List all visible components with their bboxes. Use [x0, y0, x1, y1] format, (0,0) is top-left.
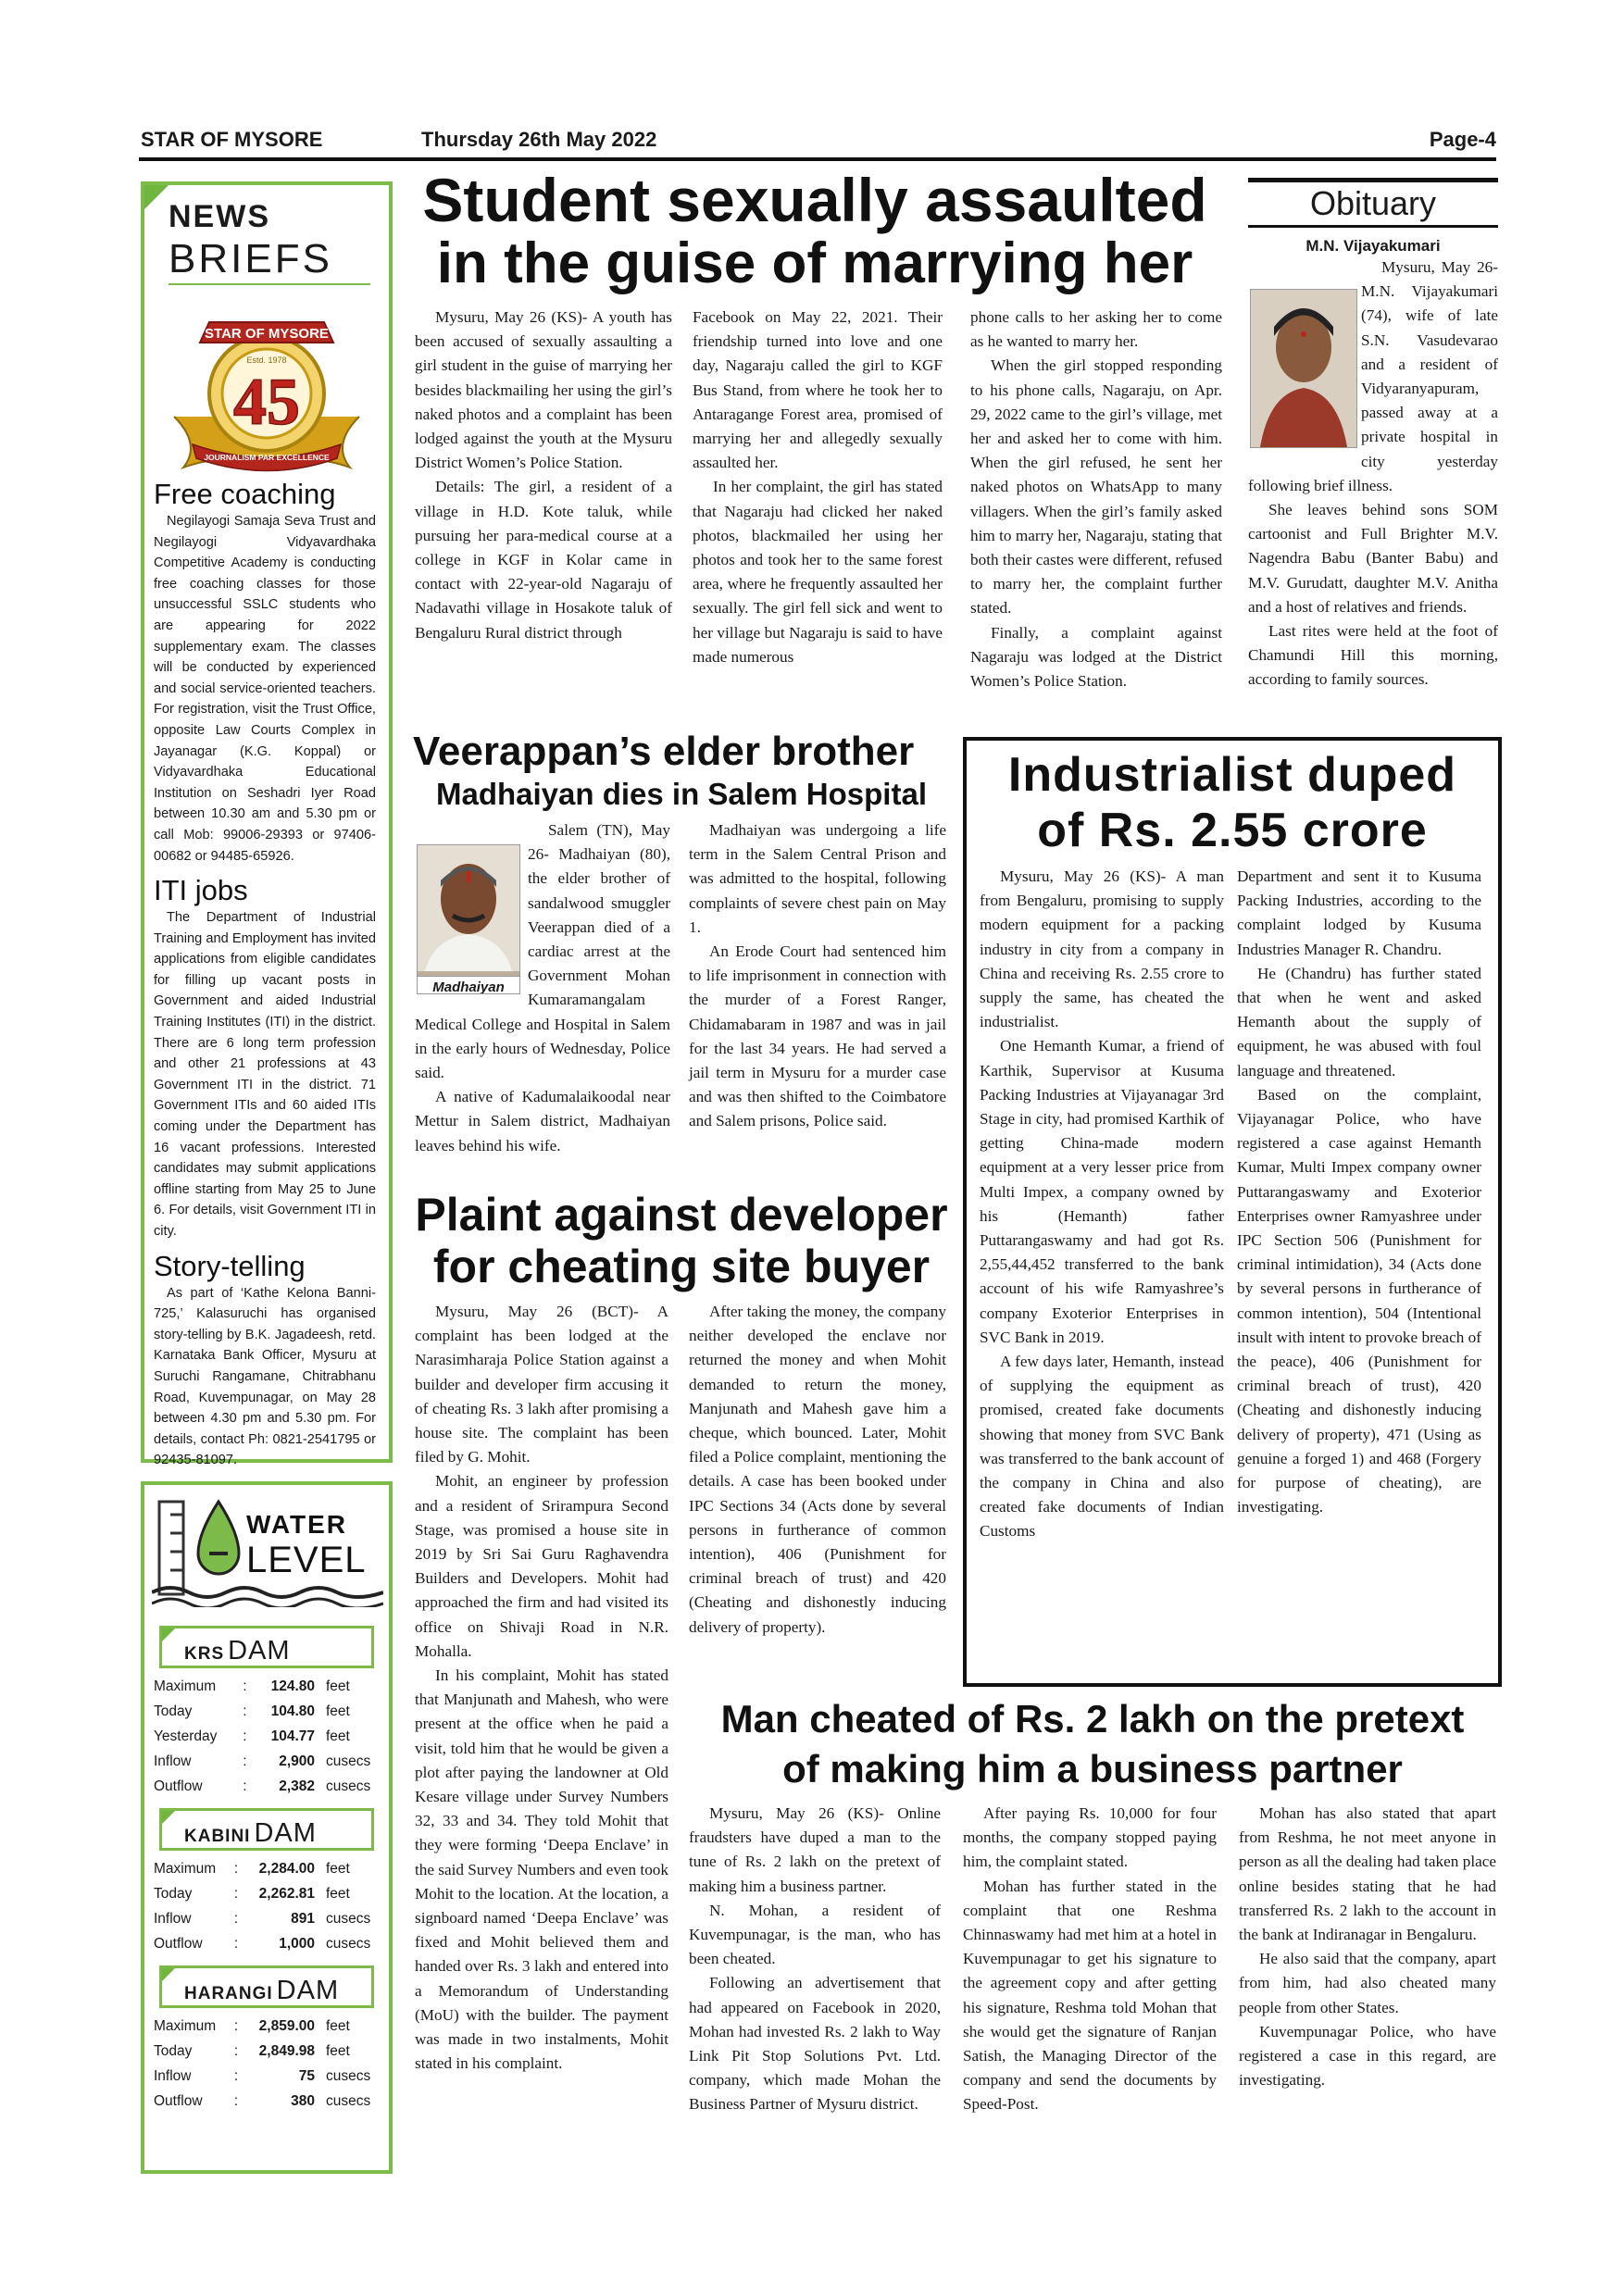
mohan-para: Mohan has also stated that apart from Reshma, he not meet anyone in person as all the dealing had taken place online besides stating that he had transferred Rs. 2 lakh to the account in the bank at Indiranagar in Bengaluru. — [1239, 1804, 1496, 1944]
row-value: 2,382 — [279, 1778, 315, 1794]
mohan-col-3 — [1239, 1802, 1496, 2172]
mohan-para: Mohan has further stated in the complaint that one Reshma Chinnaswamy had met him at a hotel in Kuvempunagar to get his signature to the agreement copy and after getting his signature, Reshma told Mohan that she would get the signature of Ranjan Satish, the Managing Director of the company and send the documents by Speed-Post. — [963, 1877, 1217, 2114]
industrialist-para: Based on the complaint, Vijayanagar Police, who have registered a case against Hemanth Kumar, Multi Impex company owner Puttarangaswamy and Exoterior Enterprises owner Ramyashree under IPC Section 506 (Punishment for criminal intimidation), 34 (Acts done by several persons in furtherance of common intention), 504 (Intentional insult with intent to provoke breach of the peace), 406 (Punishment for criminal breach of trust), 420 (Cheating and dishonestly inducing delivery of property), 471 (Using as genuine a forged 1) and 468 (Forgery for purpose of cheating), are investigating. — [1237, 1085, 1481, 1516]
lead-para: Details: The girl, a resident of a village in H.D. Kote taluk, while pursuing her para-medical course at a college in KGF in Kolar came in contact with 22-year-old Nagaraju of Nadavathi village in Hosakote taluk of Bengaluru Rural district through — [415, 478, 672, 642]
row-colon: : — [233, 1935, 239, 1952]
row-unit: cusecs — [326, 1910, 371, 1927]
row-colon: : — [233, 2092, 239, 2109]
lead-para: In her complaint, the girl has stated that Nagaraju had clicked her naked photos, blackmailed her using her photos and took her to the same forest area, where he frequently assaulted her sexually. The girl fell sick and went to her village but Nagaraju is said to have made numerous — [693, 478, 943, 666]
lead-col-2 — [693, 306, 943, 718]
row-label: Maximum — [154, 1860, 217, 1877]
industrialist-headline — [967, 746, 1498, 857]
level-title: LEVEL — [246, 1540, 367, 1580]
row-unit: feet — [326, 1703, 350, 1719]
water-level-box — [141, 1481, 393, 2174]
lead-para: When the girl stopped responding to his phone calls, Nagaraju, on Apr. 29, 2022 came to the girl’s village, met her and asked her to come with him. When the girl refused, he sent her naked photos on WhatsApp to many villagers. When the girl’s family asked him to marry her, Nagaraju, stating that both their castes were different, refused to marry her, the complaint further stated. — [970, 356, 1222, 618]
logo-number: 45 — [233, 365, 300, 439]
row-colon: : — [243, 1753, 247, 1769]
row-unit: feet — [326, 1678, 350, 1694]
masthead — [139, 126, 1496, 161]
row-unit: cusecs — [326, 1753, 371, 1769]
table-row — [154, 1856, 378, 1881]
table-row — [154, 1906, 378, 1931]
lead-headline-line-1: Student sexually assaulted — [422, 166, 1207, 234]
row-colon: : — [233, 1860, 239, 1877]
row-unit: cusecs — [326, 1935, 371, 1952]
brief-title: ITI jobs — [154, 874, 248, 907]
water-level-icon — [152, 1496, 383, 1607]
row-label: Inflow — [154, 1910, 192, 1927]
corner-accent — [144, 185, 169, 209]
lead-col-3 — [970, 306, 1222, 718]
page-number: Page-4 — [1429, 128, 1496, 151]
row-colon: : — [243, 1678, 247, 1694]
star-of-mysore-45-logo — [165, 306, 369, 477]
dam-table-kabini — [154, 1856, 378, 1956]
mohan-para: N. Mohan, a resident of Kuvempunagar, is the man, who has been cheated. — [689, 1901, 941, 1968]
row-label: Inflow — [154, 2067, 192, 2084]
row-colon: : — [243, 1703, 247, 1719]
row-colon: : — [233, 2067, 239, 2084]
water-title: WATER — [246, 1510, 348, 1539]
table-row — [154, 1749, 378, 1774]
logo-estd: Estd. 1978 — [246, 356, 287, 365]
table-row — [154, 2039, 378, 2064]
news-title: NEWS — [169, 199, 270, 234]
row-value: 2,262.81 — [258, 1885, 315, 1902]
obituary-title: Obituary — [1309, 184, 1437, 222]
row-value: 2,859.00 — [258, 2017, 315, 2034]
industrialist-headline-line-1: Industrialist duped — [1007, 748, 1457, 802]
mohan-para: Kuvempunagar Police, who have registered a case in this regard, are investigating. — [1239, 2022, 1496, 2090]
table-row — [154, 1724, 378, 1749]
photo-spacer — [415, 818, 528, 1000]
row-colon: : — [243, 1778, 247, 1794]
row-value: 104.80 — [270, 1703, 315, 1719]
veerappan-story — [413, 728, 950, 813]
table-row — [154, 1931, 378, 1956]
brief-title: Story-telling — [154, 1249, 306, 1282]
dam-table-krs — [154, 1674, 378, 1799]
dam-label: DAM — [276, 1976, 340, 2005]
row-value: 2,849.98 — [258, 2042, 315, 2059]
row-label: Today — [154, 2042, 193, 2059]
table-row — [154, 1699, 378, 1724]
row-value: 124.80 — [270, 1678, 315, 1694]
row-label: Maximum — [154, 1678, 217, 1694]
dam-header-kabini — [159, 1808, 374, 1851]
row-colon: : — [233, 1910, 239, 1927]
industrialist-para: Mysuru, May 26 (KS)- A man from Bengaluru, promising to supply modern equipment for a packing industry in city from a company in China and receiving Rs. 2.55 crore to supply the same, has cheated the industrialist. — [980, 867, 1224, 1031]
mohan-headline-line-2: of making him a business partner — [782, 1747, 1403, 1791]
industrialist-para: Department and sent it to Kusuma Packing Industries, according to the complaint lodged by Kusuma Industries Manager R. Chandru. — [1237, 867, 1481, 958]
mohan-headline-line-1: Man cheated of Rs. 2 lakh on the pretext — [720, 1697, 1465, 1741]
lead-para: Facebook on May 22, 2021. Their friendship turned into love and one day, Nagaraju called the girl to KGF Bus Stand, from where he took her to Antaragange Forest area, promised of marrying her and allegedly sexually assaulted her. — [693, 308, 943, 472]
veerappan-para: Madhaiyan was undergoing a life term in the Salem Central Prison and was admitted to the hospital, following complaints of severe chest pain on May 1. — [689, 821, 946, 936]
mohan-para: Mysuru, May 26 (KS)- Online fraudsters have duped a man to the tune of Rs. 2 lakh on the pretext of making him a business partner. — [689, 1804, 941, 1895]
plaint-headline-line-1: Plaint against developer — [415, 1189, 948, 1241]
row-label: Outflow — [154, 1935, 203, 1952]
obituary-para: She leaves behind sons SOM cartoonist and Full Brighter M.V. Nagendra Babu (Banter Babu) and M.V. Gurudatt, daughter M.V. Anitha and a host of relatives and friends. — [1248, 501, 1498, 616]
industrialist-para: He (Chandru) has further stated that when he went and asked Hemanth about the supply of equipment, he was abused with foul language and threatened. — [1237, 964, 1481, 1079]
mohan-para: He also said that the company, apart from him, had also cheated many people from other States. — [1239, 1950, 1496, 2016]
row-label: Inflow — [154, 1753, 192, 1769]
veerappan-headline: Veerappan’s elder brother — [413, 729, 915, 774]
lead-para: Mysuru, May 26 (KS)- A youth has been accused of sexually assaulting a girl student in the guise of marrying her besides blackmailing her using the girl’s naked photos and a complaint has been lodged against the youth at the Mysuru District Women’s Police Station. — [415, 308, 672, 472]
industrialist-col-1 — [980, 865, 1224, 1659]
mohan-col-1 — [689, 1802, 941, 2172]
veerappan-col-1 — [415, 818, 670, 1158]
row-colon: : — [233, 1885, 239, 1902]
dam-name: KRS — [184, 1644, 225, 1664]
dam-list — [154, 1626, 378, 2114]
issue-date: Thursday 26th May 2022 — [421, 128, 657, 151]
paper-name: STAR OF MYSORE — [141, 128, 323, 151]
row-value: 2,284.00 — [258, 1860, 315, 1877]
briefs-list — [154, 478, 376, 1471]
industrialist-headline-line-2: of Rs. 2.55 crore — [1037, 804, 1428, 857]
row-value: 75 — [298, 2067, 315, 2084]
row-label: Maximum — [154, 2017, 217, 2034]
dam-header-harangi — [159, 1965, 374, 2008]
photo-spacer — [1248, 256, 1361, 450]
obituary-name: M.N. Vijayakumari — [1305, 237, 1441, 255]
row-label: Yesterday — [154, 1728, 218, 1744]
industrialist-para: One Hemanth Kumar, a friend of Karthik, Supervisor at Kusuma Packing Industries at Vijayanagar 3rd Stage in city, had promised Karthik of getting China-made modern equipment at a very lesser price from Multi Impex, a company owned by his (Hemanth) father Puttarangaswamy and had got Rs. 2,55,44,452 transferred to the bank account of his wife Ramyashree’s company Exoterior Enterprises in SVC Bank in 2019. — [980, 1037, 1224, 1346]
row-unit: cusecs — [326, 2067, 371, 2084]
veerappan-para: A native of Kadumalaikoodal near Mettur in Salem district, Madhaiyan leaves behind his wife. — [415, 1088, 670, 1154]
obituary-text — [1248, 256, 1498, 693]
row-label: Today — [154, 1885, 193, 1902]
row-unit: feet — [326, 1860, 350, 1877]
industrialist-col-2 — [1237, 865, 1481, 1659]
row-label: Outflow — [154, 1778, 203, 1794]
plaint-para: In his complaint, Mohit has stated that Manjunath and Mahesh, who were present at the office when he paid a visit, told him that he would be given a plot after paying the landowner at Old Kesare village under Survey Numbers 32, 33 and 34. They told Mohit that they were forming ‘Deepa Enclave’ in the said Survey Numbers and even took Mohit to the location. At the location, a signboard named ‘Deepa Enclave’ was fixed and Mohit believed them and handed over Rs. 3 lakh and entered into a Memorandum of Understanding (MoU) with the builder. The payment was made in two instalments, Mohit stated in his complaint. — [415, 1666, 668, 2073]
row-value: 380 — [291, 2092, 315, 2109]
logo-tagline: JOURNALISM PAR EXCELLENCE — [204, 453, 330, 462]
mohan-col-2 — [963, 1802, 1217, 2172]
briefs-title: BRIEFS — [169, 236, 332, 281]
dam-name: HARANGI — [184, 1984, 273, 2003]
dam-label: DAM — [228, 1636, 291, 1666]
row-colon: : — [233, 2042, 239, 2059]
plaint-para: Mysuru, May 26 (BCT)- A complaint has been lodged at the Narasimharaja Police Station against a builder and developer firm accusing it of cheating Rs. 3 lakh after promising a house site. The complaint has been filed by G. Mohit. — [415, 1303, 668, 1466]
plaint-col-2 — [689, 1300, 946, 1640]
row-label: Today — [154, 1703, 193, 1719]
table-row — [154, 1674, 378, 1699]
table-row — [154, 1881, 378, 1906]
dam-table-harangi — [154, 2014, 378, 2114]
brief-iti-jobs — [154, 874, 376, 1242]
row-value: 2,900 — [279, 1753, 315, 1769]
logo-brand: STAR OF MYSORE — [205, 326, 329, 342]
table-row — [154, 2014, 378, 2039]
obituary-para: Mysuru, May 26- M.N. Vijayakumari (74), wife of late S.N. Vasudevarao and a resident of Vidyaranyapuram, passed away at a private hospital in city yesterday following brief illness. — [1248, 258, 1498, 494]
obituary-header — [1248, 178, 1498, 228]
row-value: 891 — [291, 1910, 315, 1927]
plaint-para: Mohit, an engineer by profession and a resident of Srirampura Second Stage, was promised a house site in 2019 by Sri Sai Guru Raghavendra Builders and Developers. Mohit had approached the firm and had visited its office on Shivaji Road in N.R. Mohalla. — [415, 1472, 668, 1660]
brief-text: As part of ‘Kathe Kelona Banni-725,’ Kalasuruchi has organised story-telling by B.K. Jagadeesh, retd. Karnataka Bank Officer, Mysuru at Suruchi Rangamane, Chitrabhanu Road, Kuvempunagar, on May 28 between 4.30 pm and 5.30 pm. For details, contact Ph: 0821-2541795 or 92435-81097. — [154, 1285, 376, 1468]
corner-accent — [162, 1628, 175, 1641]
brief-free-coaching — [154, 478, 376, 867]
plaint-col-1 — [415, 1300, 668, 2170]
brief-story-telling — [154, 1250, 376, 1471]
row-value: 1,000 — [279, 1935, 315, 1952]
brief-title: Free coaching — [154, 478, 336, 510]
dam-label: DAM — [254, 1818, 317, 1848]
table-row — [154, 2064, 378, 2089]
row-unit: feet — [326, 1885, 350, 1902]
row-colon: : — [233, 2017, 239, 2034]
plaint-para: After taking the money, the company neither developed the enclave nor returned the money and when Mohit demanded to return the money, Manjunath and Mahesh gave him a cheque, which bounced. Later, Mohit filed a Police complaint, mentioning the details. A case has been booked under IPC Sections 34 (Acts done by several persons in furtherance of common intention), 406 (Punishment for criminal breach of trust) and 420 (Cheating and dishonestly inducing delivery of property). — [689, 1303, 946, 1636]
veerappan-para: Salem (TN), May 26- Madhaiyan (80), the elder brother of sandalwood smuggler Veerappan died of a cardiac arrest at the Government Mohan Kumaramangalam Medical College and Hospital in Salem in the early hours of Wednesday, Police said. — [415, 821, 670, 1082]
plaint-headline-line-2: for cheating site buyer — [432, 1241, 931, 1292]
brief-text: Negilayogi Samaja Seva Trust and Negilayogi Vidyavardhaka Competitive Academy is conducting free coaching classes for those unsuccessful SSLC students who are appearing for 2022 supplementary exam. The classes will be conducted by experienced and social service-oriented teachers. For registration, visit the Trust Office, opposite Law Courts Complex in Jayanagar (K.G. Koppal) or Vidyavardhaka Educational Institution on Seshadri Iyer Road between 10.30 am and 5.30 pm or call Mob: 99006-29393 or 97406-00682 or 94485-65926. — [154, 514, 376, 864]
lead-story — [407, 167, 1222, 294]
row-label: Outflow — [154, 2092, 203, 2109]
row-unit: feet — [326, 1728, 350, 1744]
row-unit: feet — [326, 2017, 350, 2034]
lead-para: Finally, a complaint against Nagaraju was lodged at the District Women’s Police Station. — [970, 623, 1222, 691]
plaint-story — [413, 1189, 950, 1292]
dam-header-krs — [159, 1626, 374, 1668]
news-briefs-box — [141, 181, 393, 1468]
photo-caption: Madhaiyan — [418, 976, 519, 994]
row-unit: cusecs — [326, 1778, 371, 1794]
veerappan-subhead: Madhaiyan dies in Salem Hospital — [436, 777, 927, 811]
dam-name: KABINI — [184, 1827, 251, 1846]
lead-headline-line-2: in the guise of marrying her — [436, 231, 1193, 295]
row-unit: cusecs — [326, 2092, 371, 2109]
lead-para: phone calls to her asking her to come as he wanted to marry her. — [970, 308, 1222, 351]
mohan-story — [685, 1694, 1500, 1794]
veerappan-col-2 — [689, 818, 946, 1134]
industrialist-para: A few days later, Hemanth, instead of supplying the equipment as promised, created fake documents showing that money from SVC Bank was transferred to the bank account of the company in China and also created fake documents of Indian Customs — [980, 1353, 1224, 1541]
table-row — [154, 1774, 378, 1799]
brief-text: The Department of Industrial Training and Employment has invited applications from eligible candidates for filling up vacant posts in Government and aided Industrial Training Institutes (ITI) in the district. There are 6 long term profession and other 21 professions at 43 Government ITI in the district. 71 Government ITIs and 60 aided ITIs coming under the Department has 16 vacant professions. Interested candidates may submit applications offline starting from May 25 to June 6. For details, visit Government ITI in city. — [154, 910, 376, 1239]
row-unit: feet — [326, 2042, 350, 2059]
mohan-para: Following an advertisement that had appeared on Facebook in 2020, Mohan had invested Rs. 2 lakh to Way Link Pit Stop Solutions Pvt. Ltd. company, which made Mohan the Business Partner of Mysuru district. — [689, 1974, 941, 2114]
obituary-para: Last rites were held at the foot of Chamundi Hill this morning, according to family sources. — [1248, 622, 1498, 689]
table-row — [154, 2089, 378, 2114]
row-value: 104.77 — [270, 1728, 315, 1744]
veerappan-para: An Erode Court had sentenced him to life imprisonment in connection with the murder of a Forest Ranger, Chidamabaram in 1987 and was in jail for the last 34 years. He had served a jail term in Mysuru for a murder case and was then shifted to the Coimbatore and Salem prisons, Police said. — [689, 942, 946, 1130]
corner-accent — [162, 1968, 175, 1981]
mohan-para: After paying Rs. 10,000 for four months, the company stopped paying him, the complaint stated. — [963, 1804, 1217, 1871]
row-colon: : — [243, 1728, 247, 1744]
lead-col-1 — [415, 306, 672, 718]
corner-accent — [162, 1811, 175, 1824]
